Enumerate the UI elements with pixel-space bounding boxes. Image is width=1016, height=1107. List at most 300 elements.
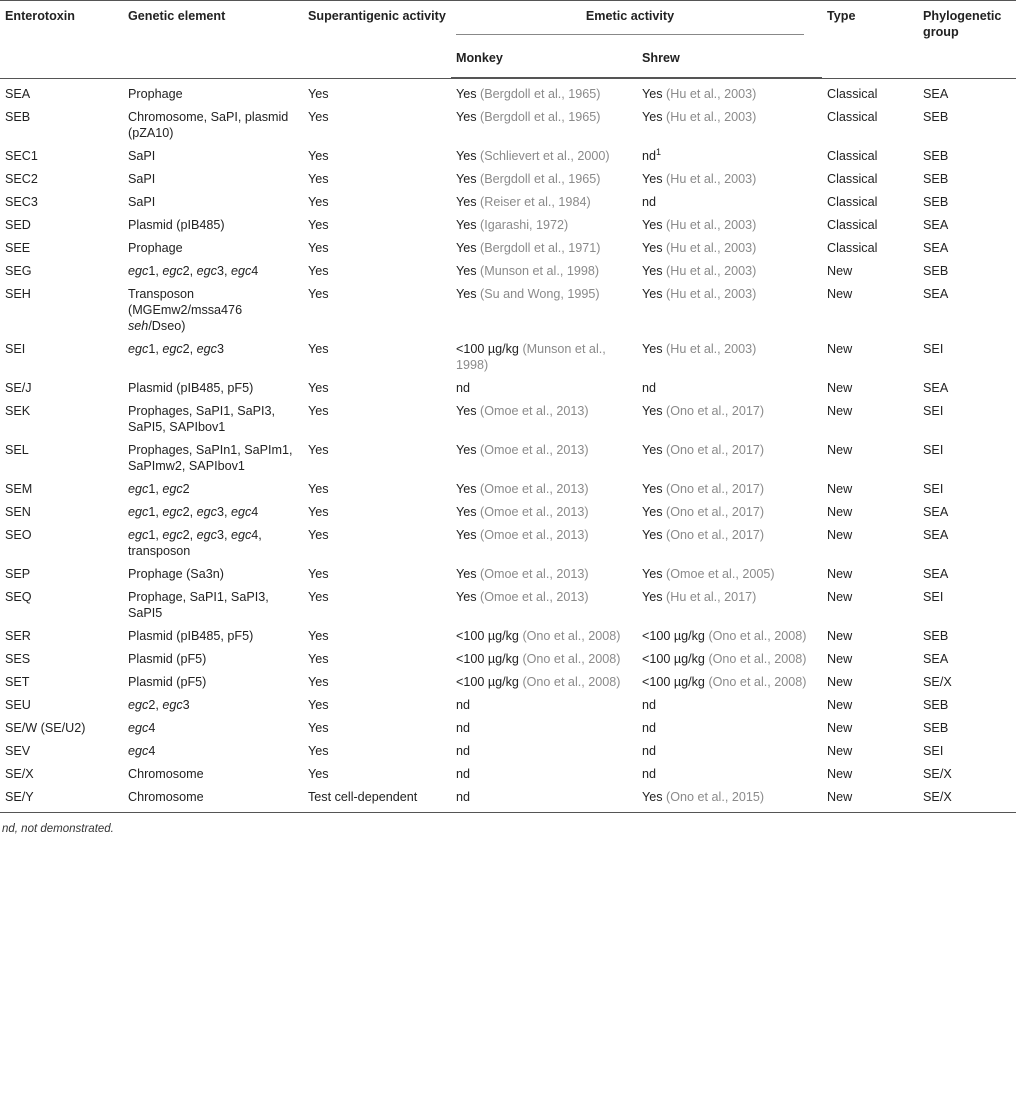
group-cell: SEA: [923, 652, 949, 666]
type-cell: New: [827, 590, 853, 604]
genetic-element-cell: [123, 337, 303, 376]
monkey-cell: [451, 762, 637, 785]
genetic-element-cell: [123, 739, 303, 762]
group-cell: SE/X: [923, 767, 952, 781]
monkey-cell: [451, 399, 637, 438]
superantigenic-cell: Test cell-dependent: [303, 785, 451, 813]
genetic-element-cell: [123, 105, 303, 144]
enterotoxin-cell: SEB: [5, 110, 31, 124]
citation: (Schlievert et al., 2000): [480, 149, 610, 163]
citation: (Omoe et al., 2005): [666, 567, 775, 581]
header-enterotoxin: Enterotoxin: [0, 1, 123, 78]
citation: (Igarashi, 1972): [480, 218, 569, 232]
cell-text: Transposon (MGEmw2/mssa476: [128, 287, 243, 317]
type-cell: Classical: [827, 110, 878, 124]
cell-text: SaPI: [128, 195, 156, 209]
enterotoxin-cell: SEI: [5, 342, 26, 356]
table-row: [0, 785, 1016, 813]
group-cell: SE/X: [918, 785, 1016, 813]
cell-text: Plasmid (pIB485, pF5): [128, 629, 254, 643]
cell-text: egc: [128, 528, 149, 542]
cell-text: egc: [128, 505, 149, 519]
citation: (Omoe et al., 2013): [480, 528, 589, 542]
cell-text: egc: [196, 528, 217, 542]
shrew-cell: [637, 259, 822, 282]
enterotoxin-cell: SEC1: [5, 149, 38, 163]
cell-text: egc: [128, 342, 149, 356]
type-cell: Classical: [827, 87, 878, 101]
citation: (Hu et al., 2003): [666, 264, 757, 278]
cell-text: 1,: [148, 264, 163, 278]
cell-text: Yes: [642, 590, 667, 604]
group-cell: SEB: [923, 698, 949, 712]
cell-text: Yes: [456, 505, 481, 519]
citation: (Ono et al., 2008): [708, 675, 807, 689]
group-cell: SEB: [923, 195, 949, 209]
table-row: [0, 79, 1016, 106]
cell-text: egc: [128, 482, 149, 496]
type-cell: New: [822, 785, 918, 813]
monkey-cell: [451, 105, 637, 144]
cell-text: Prophage: [128, 241, 183, 255]
table-row: [0, 562, 1016, 585]
shrew-cell: [637, 477, 822, 500]
table-row: [0, 213, 1016, 236]
cell-text: SaPI: [128, 172, 156, 186]
cell-text: 2,: [182, 528, 197, 542]
cell-text: 3,: [216, 264, 231, 278]
shrew-cell: [637, 282, 822, 337]
group-cell: SEB: [923, 721, 949, 735]
cell-text: egc: [162, 698, 183, 712]
enterotoxin-cell: SES: [5, 652, 31, 666]
shrew-cell: [637, 647, 822, 670]
cell-text: egc: [230, 264, 252, 278]
cell-text: 1,: [148, 505, 163, 519]
footnote-marker: 1: [656, 146, 662, 157]
group-cell: SEA: [923, 241, 949, 255]
type-cell: New: [827, 767, 853, 781]
cell-text: Yes: [642, 87, 667, 101]
cell-text: egc: [162, 505, 183, 519]
table-row: [0, 144, 1016, 167]
enterotoxin-cell: SEP: [5, 567, 31, 581]
type-cell: Classical: [827, 241, 878, 255]
header-superantigenic-activity: Superantigenic activity: [303, 1, 451, 78]
header-shrew: Shrew: [637, 42, 822, 78]
monkey-cell: [451, 144, 637, 167]
cell-text: nd: [456, 381, 471, 395]
table-footnote: nd, not demonstrated.: [2, 823, 114, 835]
cell-text: SaPI: [128, 149, 156, 163]
superantigenic-cell: Yes: [308, 264, 329, 278]
cell-text: Plasmid (pIB485): [128, 218, 225, 232]
superantigenic-cell: Yes: [308, 443, 329, 457]
citation: (Ono et al., 2017): [666, 482, 765, 496]
citation: (Ono et al., 2008): [522, 675, 621, 689]
table-row: [0, 762, 1016, 785]
citation: (Reiser et al., 1984): [480, 195, 591, 209]
cell-text: <100 µg/kg: [642, 675, 709, 689]
superantigenic-cell: Yes: [308, 87, 329, 101]
table-header: [0, 1, 1016, 79]
superantigenic-cell: Yes: [308, 590, 329, 604]
shrew-cell: [637, 399, 822, 438]
type-cell: Classical: [827, 172, 878, 186]
table-row: [0, 477, 1016, 500]
cell-text: Yes: [456, 149, 481, 163]
type-cell: Classical: [827, 149, 878, 163]
cell-text: Yes: [456, 590, 481, 604]
shrew-cell: [637, 376, 822, 399]
table-body: [0, 79, 1016, 813]
citation: (Su and Wong, 1995): [480, 287, 600, 301]
cell-text: Yes: [642, 505, 667, 519]
citation: (Hu et al., 2003): [666, 241, 757, 255]
type-cell: New: [827, 264, 853, 278]
cell-text: Yes: [642, 287, 667, 301]
shrew-cell: [637, 523, 822, 562]
table-row: [0, 693, 1016, 716]
superantigenic-cell: Yes: [308, 698, 329, 712]
monkey-cell: [451, 693, 637, 716]
cell-text: egc: [162, 528, 183, 542]
cell-text: egc: [196, 505, 217, 519]
cell-text: 3,: [216, 528, 231, 542]
cell-text: egc: [196, 342, 217, 356]
group-cell: SEI: [923, 404, 944, 418]
group-cell: SEI: [923, 443, 944, 457]
type-cell: New: [827, 287, 853, 301]
header-genetic-element: Genetic element: [123, 1, 303, 78]
cell-text: Yes: [642, 264, 667, 278]
enterotoxin-cell: SEM: [5, 482, 33, 496]
cell-text: 2,: [148, 698, 163, 712]
cell-text: Chromosome: [128, 767, 204, 781]
header-monkey: Monkey: [451, 42, 637, 78]
cell-text: seh: [128, 319, 149, 333]
table-row: [0, 337, 1016, 376]
monkey-cell: [451, 477, 637, 500]
cell-text: <100 µg/kg: [642, 652, 709, 666]
genetic-element-cell: [123, 500, 303, 523]
group-cell: SEB: [923, 264, 949, 278]
cell-text: Yes: [456, 241, 481, 255]
type-cell: New: [827, 744, 853, 758]
enterotoxin-cell: SEK: [5, 404, 31, 418]
table-row: [0, 190, 1016, 213]
header-phylogenetic-group: Phylogenetic group: [918, 1, 1016, 78]
shrew-cell: [637, 167, 822, 190]
superantigenic-cell: Yes: [308, 675, 329, 689]
type-cell: New: [827, 482, 853, 496]
cell-text: <100 µg/kg: [456, 629, 523, 643]
citation: (Ono et al., 2008): [708, 652, 807, 666]
cell-text: 1,: [148, 482, 163, 496]
monkey-cell: [451, 213, 637, 236]
shrew-cell: [637, 670, 822, 693]
cell-text: Plasmid (pIB485, pF5): [128, 381, 254, 395]
table-row: [0, 376, 1016, 399]
enterotoxin-cell: SEU: [5, 698, 31, 712]
type-cell: New: [827, 505, 853, 519]
superantigenic-cell: Yes: [308, 721, 329, 735]
genetic-element-cell: [123, 213, 303, 236]
table-row: [0, 282, 1016, 337]
shrew-cell: [637, 562, 822, 585]
genetic-element-cell: [123, 670, 303, 693]
monkey-cell: [451, 523, 637, 562]
monkey-cell: [451, 585, 637, 624]
group-cell: SEB: [923, 149, 949, 163]
monkey-cell: [451, 190, 637, 213]
superantigenic-cell: Yes: [308, 652, 329, 666]
citation: (Omoe et al., 2013): [480, 505, 589, 519]
cell-text: egc: [230, 505, 252, 519]
cell-text: nd: [642, 381, 657, 395]
genetic-element-cell: [123, 438, 303, 477]
superantigenic-cell: Yes: [308, 482, 329, 496]
genetic-element-cell: [123, 477, 303, 500]
citation: (Bergdoll et al., 1971): [480, 241, 601, 255]
superantigenic-cell: Yes: [308, 505, 329, 519]
citation: (Omoe et al., 2013): [480, 590, 589, 604]
enterotoxin-cell: SEN: [5, 505, 31, 519]
cell-text: <100 µg/kg: [642, 629, 709, 643]
cell-text: Yes: [642, 241, 667, 255]
cell-text: Yes: [456, 528, 481, 542]
genetic-element-cell: [123, 376, 303, 399]
shrew-cell: [637, 585, 822, 624]
group-cell: SEI: [923, 342, 944, 356]
monkey-cell: [451, 716, 637, 739]
cell-text: 1,: [148, 342, 163, 356]
cell-text: nd: [642, 195, 657, 209]
type-cell: New: [827, 567, 853, 581]
genetic-element-cell: [123, 647, 303, 670]
shrew-cell: [637, 716, 822, 739]
group-cell: SEI: [923, 744, 944, 758]
citation: (Hu et al., 2003): [666, 172, 757, 186]
cell-text: Prophages, SaPI1, SaPI3, SaPI5, SAPIbov1: [128, 404, 276, 434]
cell-text: Yes: [456, 110, 481, 124]
cell-text: Prophage, SaPI1, SaPI3, SaPI5: [128, 590, 269, 620]
citation: (Munson et al., 1998): [480, 264, 600, 278]
cell-text: /Dseo): [148, 319, 186, 333]
cell-text: 4, transposon: [128, 528, 262, 558]
superantigenic-cell: Yes: [308, 567, 329, 581]
table-row: [0, 399, 1016, 438]
citation: (Omoe et al., 2013): [480, 443, 589, 457]
enterotoxin-cell: SEC3: [5, 195, 38, 209]
cell-text: <100 µg/kg: [456, 652, 523, 666]
citation: (Hu et al., 2003): [666, 87, 757, 101]
enterotoxin-cell: SEV: [5, 744, 31, 758]
citation: (Ono et al., 2008): [522, 652, 621, 666]
cell-text: Prophage (Sa3n): [128, 567, 224, 581]
cell-text: Yes: [456, 195, 481, 209]
enterotoxin-cell: SET: [5, 675, 30, 689]
monkey-cell: [451, 624, 637, 647]
cell-text: nd: [642, 721, 657, 735]
cell-text: egc: [162, 482, 183, 496]
type-cell: New: [827, 528, 853, 542]
citation: (Omoe et al., 2013): [480, 482, 589, 496]
cell-text: nd: [642, 698, 657, 712]
cell-text: 3,: [216, 505, 231, 519]
enterotoxin-cell: SED: [5, 218, 31, 232]
shrew-cell: [637, 79, 822, 106]
header-emetic-activity-cell: [451, 1, 822, 43]
type-cell: New: [827, 652, 853, 666]
monkey-cell: [451, 785, 637, 813]
cell-text: Yes: [642, 482, 667, 496]
citation: (Omoe et al., 2013): [480, 567, 589, 581]
citation: (Bergdoll et al., 1965): [480, 87, 601, 101]
cell-text: egc: [230, 528, 252, 542]
cell-text: Plasmid (pF5): [128, 675, 207, 689]
monkey-cell: [451, 438, 637, 477]
cell-text: 3: [182, 698, 190, 712]
shrew-cell: [637, 236, 822, 259]
shrew-cell: [637, 213, 822, 236]
type-cell: New: [827, 381, 853, 395]
superantigenic-cell: Yes: [308, 744, 329, 758]
type-cell: New: [827, 721, 853, 735]
type-cell: New: [827, 404, 853, 418]
table-row: [0, 624, 1016, 647]
table-row: [0, 236, 1016, 259]
cell-text: nd: [456, 767, 471, 781]
cell-text: egc: [128, 264, 149, 278]
shrew-cell: [637, 739, 822, 762]
genetic-element-cell: [123, 523, 303, 562]
cell-text: Yes: [642, 567, 667, 581]
shrew-cell: [637, 785, 822, 813]
table-row: [0, 167, 1016, 190]
superantigenic-cell: Yes: [308, 218, 329, 232]
group-cell: SEA: [923, 287, 949, 301]
cell-text: Yes: [642, 172, 667, 186]
cell-text: Yes: [456, 404, 481, 418]
shrew-cell: [637, 438, 822, 477]
genetic-element-cell: [123, 785, 303, 813]
genetic-element-cell: [123, 716, 303, 739]
table-row: [0, 500, 1016, 523]
genetic-element-cell: [123, 762, 303, 785]
type-cell: New: [827, 629, 853, 643]
table-row: [0, 739, 1016, 762]
table-row: [0, 670, 1016, 693]
cell-text: nd: [642, 744, 657, 758]
table-row: [0, 716, 1016, 739]
superantigenic-cell: Yes: [308, 149, 329, 163]
cell-text: Yes: [456, 264, 481, 278]
group-cell: SEB: [923, 172, 949, 186]
citation: (Hu et al., 2003): [666, 342, 757, 356]
genetic-element-cell: [123, 259, 303, 282]
cell-text: 2: [182, 482, 190, 496]
cell-text: Yes: [642, 342, 667, 356]
table-row: [0, 259, 1016, 282]
cell-text: 4: [148, 744, 156, 758]
enterotoxin-cell: SE/J: [5, 381, 32, 395]
cell-text: nd: [456, 790, 471, 804]
cell-text: egc: [162, 264, 183, 278]
type-cell: New: [827, 675, 853, 689]
citation: (Ono et al., 2015): [666, 790, 765, 804]
citation: (Ono et al., 2017): [666, 528, 765, 542]
citation: (Ono et al., 2008): [522, 629, 621, 643]
monkey-cell: [451, 259, 637, 282]
cell-text: Yes: [456, 287, 481, 301]
citation: (Bergdoll et al., 1965): [480, 172, 601, 186]
cell-text: Yes: [642, 443, 667, 457]
cell-text: Chromosome: [128, 790, 204, 804]
superantigenic-cell: Yes: [308, 287, 329, 301]
cell-text: Yes: [642, 218, 667, 232]
superantigenic-cell: Yes: [308, 195, 329, 209]
group-cell: SEB: [923, 110, 949, 124]
header-type: Type: [822, 1, 918, 78]
cell-text: Yes: [642, 790, 667, 804]
table-row: [0, 647, 1016, 670]
superantigenic-cell: Yes: [308, 241, 329, 255]
type-cell: New: [827, 698, 853, 712]
shrew-cell: [637, 693, 822, 716]
genetic-element-cell: [123, 236, 303, 259]
enterotoxin-cell: SEA: [5, 87, 31, 101]
monkey-cell: [451, 282, 637, 337]
superantigenic-cell: Yes: [308, 629, 329, 643]
cell-text: Yes: [456, 172, 481, 186]
header-emetic-activity: Emetic activity: [456, 8, 804, 35]
cell-text: 3: [216, 342, 224, 356]
enterotoxin-cell: SE/W (SE/U2): [5, 721, 86, 735]
superantigenic-cell: Yes: [308, 172, 329, 186]
cell-text: Yes: [456, 482, 481, 496]
cell-text: Prophage: [128, 87, 183, 101]
cell-text: Chromosome, SaPI, plasmid (pZA10): [128, 110, 289, 140]
superantigenic-cell: Yes: [308, 342, 329, 356]
citation: (Hu et al., 2017): [666, 590, 757, 604]
genetic-element-cell: [123, 79, 303, 106]
genetic-element-cell: [123, 624, 303, 647]
citation: (Ono et al., 2017): [666, 443, 765, 457]
group-cell: SEB: [923, 629, 949, 643]
cell-text: nd: [456, 698, 471, 712]
enterotoxin-cell: SER: [5, 629, 31, 643]
enterotoxin-cell: SEG: [5, 264, 32, 278]
shrew-cell: [637, 337, 822, 376]
table-row: [0, 105, 1016, 144]
shrew-cell: [637, 500, 822, 523]
monkey-cell: [451, 670, 637, 693]
shrew-cell: [637, 190, 822, 213]
group-cell: SE/X: [923, 675, 952, 689]
cell-text: 4: [251, 264, 259, 278]
citation: (Hu et al., 2003): [666, 287, 757, 301]
cell-text: Yes: [456, 218, 481, 232]
cell-text: 4: [251, 505, 259, 519]
group-cell: SEA: [923, 567, 949, 581]
genetic-element-cell: [123, 282, 303, 337]
cell-text: egc: [162, 342, 183, 356]
citation: (Bergdoll et al., 1965): [480, 110, 601, 124]
citation: (Ono et al., 2008): [708, 629, 807, 643]
enterotoxin-cell: SEH: [5, 287, 31, 301]
cell-text: nd: [456, 744, 471, 758]
